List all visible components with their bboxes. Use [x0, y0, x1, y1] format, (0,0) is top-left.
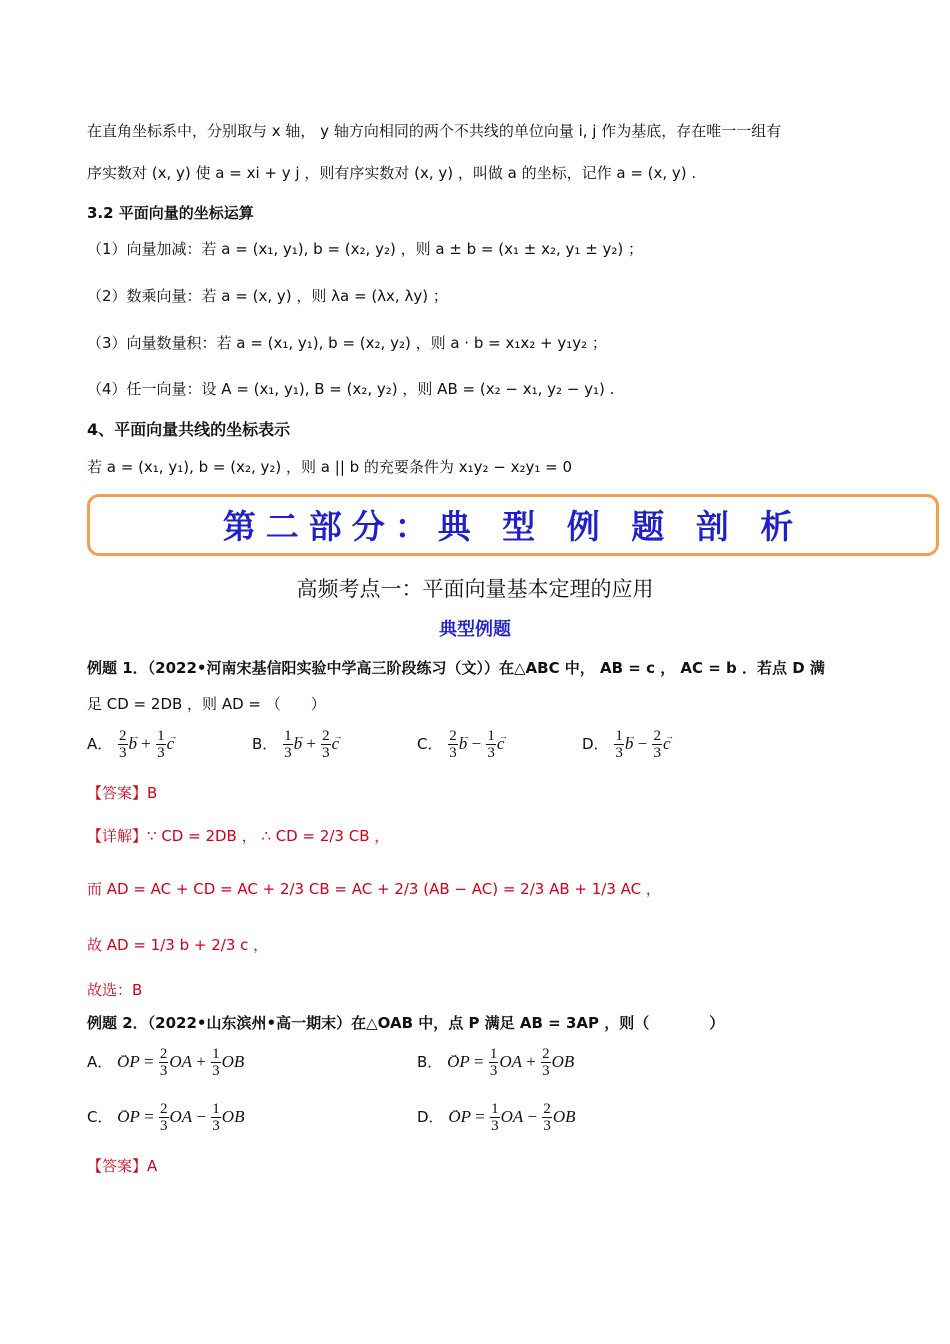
part-two-banner [87, 494, 939, 556]
collinear-condition: 若 a = (x₁, y₁), b = (x₂, y₂) ，则 a || b 的充要条件为 x₁y₂ − x₂y₁ = 0 [87, 458, 573, 476]
ex2-option-d[interactable]: D． → OP = $\frac{1}{3}$ OA − $\frac{2}{3}$ OB [417, 1101, 576, 1134]
ex1-detail-2: 而 AD = AC + CD = AC + 2/3 CB = AC + 2/3 (AB − AC) = 2/3 AB + 1/3 AC ， [87, 880, 661, 898]
example-1-line-2: 足 CD = 2DB ，则 AD = （ ） [87, 695, 326, 713]
ex1-detail-1: 【详解】∵ CD = 2DB ， ∴ CD = 2/3 CB ， [87, 827, 390, 845]
rule-add-sub: （1）向量加减：若 a = (x₁, y₁), b = (x₂, y₂) ，则 a ± b = (x₁ ± x₂, y₁ ± y₂) ； [87, 240, 644, 258]
intro-line-2: 序实数对 (x, y) 使 a = xi + y j ，则有序实数对 (x, y) ，叫做 a 的坐标，记作 a = (x, y) . [87, 164, 697, 182]
ex1-option-c[interactable]: C． $\frac{2}{3}$ → b − $\frac{1}{3}$ → c [417, 728, 504, 761]
section-4-title: 4、平面向量共线的坐标表示 [87, 420, 291, 439]
example-2-title: 例题 2．（2022•山东滨州•高一期末）在△OAB 中，点 P 满足 AB = 3AP ，则（ ） [87, 1014, 725, 1032]
ex1-option-b[interactable]: B． $\frac{1}{3}$ → b + $\frac{2}{3}$ → c [252, 728, 339, 761]
example-1-title: 例题 1．（2022•河南宋基信阳实验中学高三阶段练习（文））在△ABC 中， AB = c ， AC = b ．若点 D 满 [87, 659, 825, 677]
ex2-option-c[interactable]: C． → OP = $\frac{2}{3}$ OA − $\frac{1}{3}$ OB [87, 1101, 244, 1134]
typical-examples-heading: 典型例题 [439, 619, 511, 640]
topic-heading: 高频考点一：平面向量基本定理的应用 [296, 577, 654, 601]
rule-scalar-mult: （2）数乘向量：若 a = (x, y) ，则 λa = (λx, λy) ； [87, 287, 448, 305]
ex2-option-a[interactable]: A． → OP = $\frac{2}{3}$ OA + $\frac{1}{3}$ OB [87, 1046, 244, 1079]
ex1-chosen: 故选：B [87, 981, 143, 999]
ex1-detail-3: 故 AD = 1/3 b + 2/3 c ， [87, 936, 269, 954]
ex1-option-d[interactable]: D． $\frac{1}{3}$ → b − $\frac{2}{3}$ → c [582, 728, 670, 761]
banner-title: 第二部分：典 型 例 题 剖 析 [222, 507, 804, 546]
rule-dot-product: （3）向量数量积：若 a = (x₁, y₁), b = (x₂, y₂) ，则 a · b = x₁x₂ + y₁y₂ ； [87, 334, 607, 352]
ex1-answer: 【答案】B [87, 784, 158, 802]
ex1-option-a[interactable]: A． $\frac{2}{3}$ → b + $\frac{1}{3}$ → c [87, 728, 174, 761]
intro-line-1: 在直角坐标系中，分别取与 x 轴， y 轴方向相同的两个不共线的单位向量 i, j 作为基底，存在唯一一组有 [87, 122, 782, 140]
section-3-2-title: 3.2 平面向量的坐标运算 [87, 204, 254, 222]
ex2-option-b[interactable]: B． → OP = $\frac{1}{3}$ OA + $\frac{2}{3}$ OB [417, 1046, 574, 1079]
rule-any-vector: （4）任一向量：设 A = (x₁, y₁), B = (x₂, y₂) ，则 AB = (x₂ − x₁, y₂ − y₁) . [87, 380, 615, 398]
ex2-answer: 【答案】A [87, 1157, 158, 1175]
